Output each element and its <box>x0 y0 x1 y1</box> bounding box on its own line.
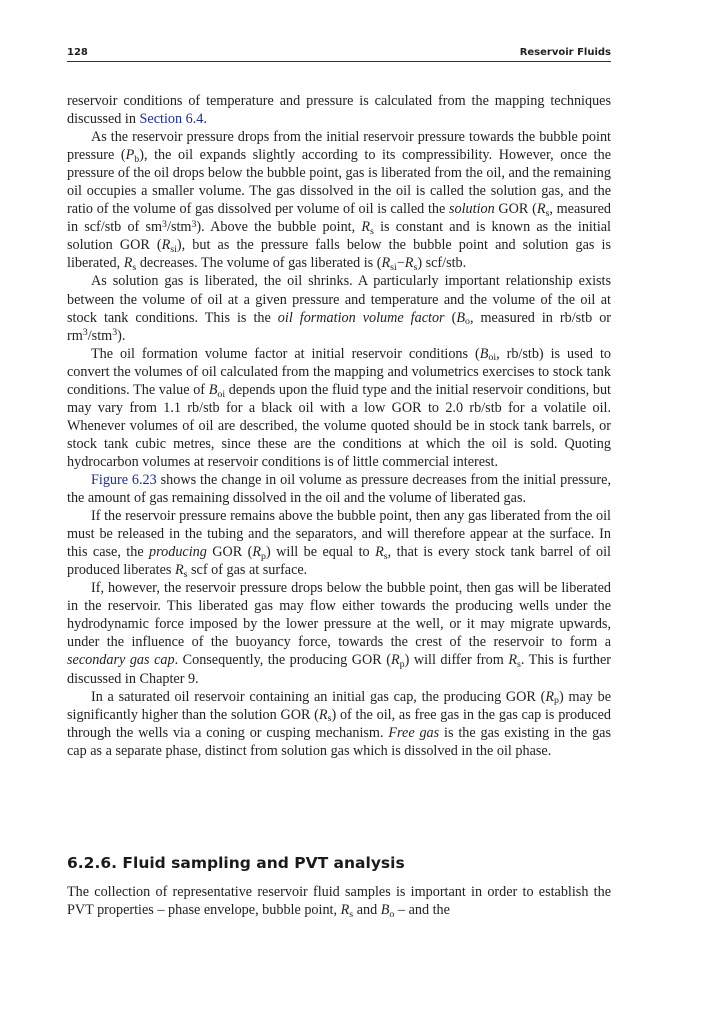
subscript: si <box>170 244 177 256</box>
text-run: reservoir conditions of temperature and pressure is calculated from the mapping techniques discussed in <box>67 93 611 128</box>
italic-text: R <box>536 201 546 218</box>
body-text <box>67 92 611 760</box>
text-run: , that is every stock tank barrel of oil produced liberates <box>67 544 611 579</box>
subscript: o <box>389 908 395 920</box>
text-run: ( <box>444 309 457 326</box>
cross-reference-link[interactable]: Figure 6.23 <box>91 471 157 488</box>
text-run: /stm <box>87 327 113 344</box>
italic-text: B <box>208 381 218 398</box>
text-run: − <box>396 255 405 272</box>
italic-text: producing <box>149 544 207 561</box>
text-run: , measured in scf/stb of sm <box>67 201 611 236</box>
text-run: The collection of representative reservoir fluid samples is important in order to establish the PVT properties – phase envelope, bubble point, <box>67 884 611 919</box>
superscript: 3 <box>82 327 88 339</box>
text-run: If, however, the reservoir pressure drops below the bubble point, then gas will be liberated in the reservoir. This liberated gas may flow either towards the producing wells under the hydrodynamic force imposed by the lower pressure at the well, or it may migrate upwards, under the influence of the buoyancy force, towards the crest of the reservoir to form a <box>67 580 611 651</box>
paragraph-p1 <box>67 128 611 272</box>
italic-text: R <box>252 544 262 561</box>
text-run: GOR ( <box>494 201 537 218</box>
section-heading: 6.2.6. Fluid sampling and PVT analysis <box>67 854 405 872</box>
text-run: ) will differ from <box>404 652 509 669</box>
italic-text: R <box>361 219 371 236</box>
italic-text: R <box>390 652 400 669</box>
italic-text: R <box>404 255 414 272</box>
text-run: In a saturated oil reservoir containing an initial gas cap, the producing GOR ( <box>91 688 546 705</box>
subscript: oi <box>217 388 226 400</box>
page-header <box>67 45 611 62</box>
subscript: p <box>261 550 267 562</box>
superscript: 3 <box>112 327 118 339</box>
paragraph-p5 <box>67 507 611 579</box>
section-paragraph <box>67 883 611 919</box>
superscript: 3 <box>191 218 197 230</box>
subscript: p <box>554 695 559 707</box>
text-run: scf of gas at surface. <box>187 562 308 579</box>
text-run: depends upon the fluid type and the initial reservoir conditions, but may vary from 1.1 rb/stb for a black oil with a low GOR to 2.0 rb/stb for a volatile oil. Whenever volumes of oil are described, the volume quoted should be in stock tank barrels, or stock tank cubic metres, since these are the conditions at which the oil is sold. Quoting hydrocarbon volumes at reservoir conditions is of little commercial interest. <box>67 381 611 470</box>
text-run: and <box>353 902 381 919</box>
subscript: s <box>183 569 188 580</box>
text-run: ) will be equal to <box>266 544 376 561</box>
text-run: . This is further discussed in Chapter 9. <box>67 652 612 687</box>
text-run: . <box>203 111 207 128</box>
text-run: ) scf/stb. <box>417 255 467 272</box>
running-title: Reservoir Fluids <box>519 47 611 58</box>
subscript: s <box>370 226 374 238</box>
text-run: is constant and is known as the initial solution GOR ( <box>67 219 611 254</box>
subscript: oi <box>488 352 497 364</box>
italic-text: R <box>318 706 328 723</box>
subscript: si <box>390 262 397 274</box>
italic-text: solution <box>449 201 495 218</box>
text-run: – and the <box>394 902 450 919</box>
italic-text: R <box>381 255 391 272</box>
subscript: s <box>545 208 550 220</box>
text-run: , rb/stb) is used to convert the volumes of oil calculated from the mapping and volumetrics exercises to stock tank conditions. The value of <box>67 345 612 398</box>
paragraph-p2 <box>67 272 611 344</box>
paragraph-p6 <box>67 579 611 687</box>
italic-text: R <box>174 562 184 579</box>
text-run: ). <box>117 327 126 344</box>
paragraph-p3 <box>67 345 611 471</box>
subscript: s <box>516 659 521 671</box>
text-run: As the reservoir pressure drops from the initial reservoir pressure towards the bubble point pressure ( <box>67 129 611 164</box>
text-run: shows the change in oil volume as pressure decreases from the initial pressure, the amount of gas remaining dissolved in the oil and the volume of liberated gas. <box>67 471 611 507</box>
italic-text: R <box>340 902 350 919</box>
paragraph-p7 <box>67 688 611 760</box>
text-run: decreases. The volume of gas liberated is ( <box>136 255 382 272</box>
text-run: ), but as the pressure falls below the bubble point and solution gas is liberated, <box>67 237 611 272</box>
subscript: s <box>349 908 354 920</box>
subscript: s <box>132 262 137 274</box>
cross-reference-link[interactable]: Section 6.4 <box>139 111 204 128</box>
italic-text: R <box>123 255 133 272</box>
paragraph-p4 <box>67 471 611 507</box>
italic-text: R <box>508 652 517 669</box>
page-number: 128 <box>67 47 88 58</box>
italic-text: oil formation volume factor <box>277 309 445 326</box>
italic-text: B <box>479 345 489 362</box>
italic-text: R <box>161 237 171 254</box>
superscript: 3 <box>162 218 167 230</box>
subscript: p <box>399 659 405 671</box>
paragraph-p0 <box>67 92 611 128</box>
italic-text: R <box>545 688 555 705</box>
text-run: If the reservoir pressure remains above the bubble point, then any gas liberated from the oil must be released in the tubing and the separators, and will therefore appear at the surface. In this case, the <box>67 508 611 561</box>
text-run: /stm <box>167 219 192 236</box>
text-run: ) may be significantly higher than the solution GOR ( <box>67 688 611 723</box>
text-run: ) of the oil, as free gas in the gas cap is produced through the wells via a coning or cusping mechanism. <box>67 706 611 741</box>
italic-text: secondary gas cap <box>67 652 175 669</box>
subscript: s <box>413 262 418 274</box>
text-run: The oil formation volume factor at initial reservoir conditions ( <box>91 345 480 362</box>
text-run: , measured in rb/stb or rm <box>67 309 612 344</box>
text-run: ). Above the bubble point, <box>196 219 362 236</box>
subscript: s <box>327 713 332 725</box>
text-run: . Consequently, the producing GOR ( <box>174 652 391 669</box>
subscript: o <box>464 316 470 328</box>
text-run: As solution gas is liberated, the oil shrinks. A particularly important relationship exists between the volume of oil at a given pressure and temperature and the volume of the oil at stock tank conditions. This is the <box>67 273 611 326</box>
subscript: b <box>134 153 140 165</box>
subscript: s <box>383 550 388 562</box>
text-run: ), the oil expands slightly according to its compressibility. However, once the pressure of the oil drops below the bubble point, gas is liberated from the oil, and the remaining oil occupies a smaller volume. The gas dissolved in the oil is called the solution gas, and the ratio of the volume of gas dissolved per volume of oil is called the <box>67 147 611 218</box>
section-body <box>67 883 611 919</box>
italic-text: P <box>125 147 135 164</box>
italic-text: B <box>456 309 465 326</box>
text-run: is the gas existing in the gas cap as a separate phase, distinct from solution gas which is dissolved in the oil phase. <box>67 724 611 759</box>
text-run: GOR ( <box>206 544 253 561</box>
italic-text: Free gas <box>388 724 440 741</box>
italic-text: B <box>380 902 390 919</box>
italic-text: R <box>375 544 384 561</box>
